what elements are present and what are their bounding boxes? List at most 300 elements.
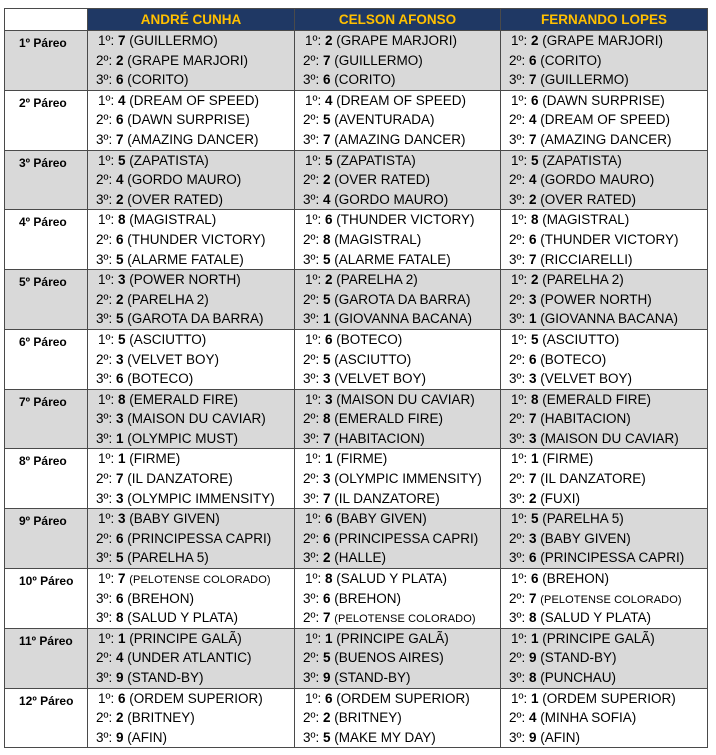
tip-position: 1º: [98, 33, 115, 48]
tip-line [501, 728, 707, 748]
tip-position: 3º: [96, 550, 113, 566]
tip-horse-number: 6 [530, 92, 539, 108]
tip-position: 3º: [303, 371, 320, 387]
tip-position: 3º: [96, 430, 113, 446]
tip-position: 2º: [509, 172, 526, 188]
tip-cell [501, 90, 708, 150]
tip-horse-name: (PELOTENSE COLORADO) [540, 593, 682, 606]
tip-horse-name: (ASCIUTTO) [129, 331, 207, 347]
tip-line [295, 151, 500, 171]
tip-line [295, 409, 500, 429]
tip-horse-name: (DREAM OF SPEED) [336, 92, 467, 108]
tip-horse-number: 6 [115, 590, 124, 606]
tip-horse-number: 7 [528, 72, 537, 88]
tip-horse-name: (PRINCIPESSA CAPRI) [540, 550, 685, 566]
tip-horse-number: 3 [117, 511, 126, 527]
tip-horse-name: (GUILLERMO) [334, 52, 423, 68]
tip-horse-number: 8 [530, 391, 539, 407]
tip-cell [295, 569, 501, 629]
tip-line [88, 110, 294, 130]
tip-line [295, 529, 500, 549]
tip-horse-name: (ZAPATISTA) [129, 152, 209, 168]
tip-line [295, 70, 500, 90]
tip-horse-name: (ASCIUTTO) [334, 351, 412, 367]
tip-horse-number: 2 [115, 52, 124, 68]
tip-position: 1º: [511, 391, 528, 407]
header-row [5, 9, 708, 31]
tip-horse-number: 6 [324, 212, 333, 228]
tip-horse-number: 5 [322, 291, 331, 307]
tip-line [88, 569, 294, 589]
race-label: 4º Páreo [5, 210, 88, 270]
tip-horse-name: (STAND-BY) [334, 670, 411, 685]
tip-cell [88, 569, 295, 629]
tip-horse-name: (AMAZING DANCER) [334, 131, 466, 147]
tip-line [88, 51, 294, 71]
tip-position: 1º: [305, 33, 322, 48]
tip-position: 1º: [305, 272, 322, 288]
tip-position: 3º: [96, 191, 113, 207]
tip-position: 3º: [96, 729, 113, 745]
tip-line [88, 608, 294, 628]
tip-horse-number: 4 [322, 191, 331, 207]
tip-line [88, 548, 294, 568]
tip-position: 2º: [303, 610, 320, 626]
tip-cell [88, 329, 295, 389]
tip-cell [295, 449, 501, 509]
tip-horse-number: 3 [115, 490, 124, 506]
tip-horse-name: (OVER RATED) [127, 191, 224, 207]
tip-horse-name: (OVER RATED) [334, 172, 431, 188]
tip-position: 2º: [303, 112, 320, 128]
tip-line [501, 270, 707, 290]
tip-horse-name: (AMAZING DANCER) [127, 131, 259, 147]
tip-horse-name: (RICCIARELLI) [540, 251, 633, 267]
tip-horse-number: 7 [115, 131, 124, 147]
tip-horse-number: 8 [115, 610, 124, 626]
tip-position: 3º: [509, 191, 526, 207]
tip-horse-name: (MAISON DU CAVIAR) [336, 391, 475, 407]
tip-position: 2º: [303, 530, 320, 546]
tip-horse-number: 2 [322, 710, 331, 726]
tip-cell [501, 31, 708, 91]
tip-cell [88, 389, 295, 449]
tip-horse-number: 1 [530, 690, 539, 706]
tip-horse-name: (BABY GIVEN) [336, 511, 427, 527]
tip-position: 1º: [511, 152, 528, 168]
tip-cell [295, 210, 501, 270]
tip-horse-number: 2 [530, 33, 539, 48]
race-label: 1º Páreo [5, 31, 88, 91]
tip-line [295, 290, 500, 310]
tip-horse-name: (POWER NORTH) [540, 291, 652, 307]
tip-horse-name: (GAROTA DA BARRA) [127, 311, 264, 327]
tip-horse-name: (PUNCHAU) [540, 670, 616, 685]
tip-position: 2º: [509, 52, 526, 68]
tip-position: 1º: [305, 511, 322, 527]
tip-horse-name: (POWER NORTH) [129, 272, 241, 288]
race-label: 12º Páreo [5, 688, 88, 748]
tip-horse-name: (BOTECO) [336, 331, 403, 347]
tip-position: 3º: [303, 490, 320, 506]
tip-position: 1º: [98, 511, 115, 527]
tip-horse-number: 5 [115, 251, 124, 267]
tip-position: 3º: [96, 411, 113, 427]
tip-horse-number: 2 [115, 291, 124, 307]
tip-horse-number: 1 [322, 311, 331, 327]
tip-position: 2º: [303, 172, 320, 188]
tip-position: 3º: [509, 251, 526, 267]
tip-cell [501, 628, 708, 688]
tip-horse-name: (HABITACION) [334, 430, 425, 446]
tip-line [295, 230, 500, 250]
tip-horse-number: 3 [115, 351, 124, 367]
tip-position: 2º: [96, 710, 113, 726]
tip-position: 3º: [303, 131, 320, 147]
tip-line [88, 689, 294, 709]
tip-horse-number: 8 [117, 212, 126, 228]
tip-position: 1º: [511, 33, 528, 48]
tip-line [88, 250, 294, 270]
tip-horse-name: (BABY GIVEN) [540, 530, 631, 546]
race-row [5, 389, 708, 449]
tip-horse-number: 6 [528, 231, 537, 247]
tip-horse-number: 7 [117, 33, 126, 48]
tip-position: 1º: [98, 212, 115, 228]
tip-line [88, 708, 294, 728]
tip-horse-number: 2 [528, 191, 537, 207]
tip-horse-name: (BRITNEY) [334, 710, 402, 726]
tip-horse-number: 6 [115, 72, 124, 88]
tip-line [88, 668, 294, 688]
tip-horse-name: (PARELHA 2) [542, 272, 624, 288]
tip-position: 3º: [303, 430, 320, 446]
tip-horse-number: 1 [324, 451, 333, 467]
tip-line [501, 529, 707, 549]
tip-horse-number: 6 [115, 112, 124, 128]
tip-line [501, 548, 707, 568]
tip-horse-name: (GORDO MAURO) [334, 191, 449, 207]
tip-horse-number: 6 [322, 530, 331, 546]
tip-horse-name: (VELVET BOY) [334, 371, 427, 387]
tip-horse-name: (ASCIUTTO) [542, 331, 620, 347]
tip-line [295, 330, 500, 350]
tip-horse-name: (SALUD Y PLATA) [540, 610, 652, 626]
tip-horse-number: 4 [117, 92, 126, 108]
tip-horse-number: 6 [115, 371, 124, 387]
tip-horse-name: (HALLE) [334, 550, 387, 566]
tip-horse-number: 6 [117, 690, 126, 706]
tip-line [501, 330, 707, 350]
tip-horse-name: (PELOTENSE COLORADO) [129, 574, 271, 587]
tip-horse-number: 3 [322, 371, 331, 387]
tip-horse-number: 3 [528, 430, 537, 446]
tip-horse-number: 3 [115, 411, 124, 427]
tip-line [295, 429, 500, 449]
tip-position: 2º: [509, 650, 526, 666]
race-label: 5º Páreo [5, 270, 88, 330]
tip-position: 1º: [511, 272, 528, 288]
tip-cell [501, 688, 708, 748]
tip-line [295, 350, 500, 370]
tip-horse-name: (OLYMPIC IMMENSITY) [127, 490, 275, 506]
tip-horse-number: 3 [528, 371, 537, 387]
tip-horse-number: 4 [528, 710, 537, 726]
tip-horse-name: (ZAPATISTA) [542, 152, 622, 168]
tip-horse-number: 9 [528, 650, 537, 666]
tip-horse-name: (MAKE MY DAY) [334, 729, 436, 745]
tip-cell [88, 509, 295, 569]
tip-position: 1º: [305, 571, 322, 587]
tip-horse-name: (THUNDER VICTORY) [540, 231, 679, 247]
tip-horse-number: 8 [528, 670, 537, 685]
tip-horse-name: (BREHON) [334, 590, 401, 606]
tip-horse-number: 1 [530, 630, 539, 646]
tip-position: 1º: [98, 331, 115, 347]
tip-horse-number: 6 [115, 231, 124, 247]
tip-horse-number: 7 [528, 471, 537, 487]
tip-line [295, 728, 500, 748]
tip-horse-number: 6 [322, 590, 331, 606]
tip-horse-number: 4 [528, 112, 537, 128]
tip-horse-name: (GORDO MAURO) [540, 172, 655, 188]
tip-horse-name: (BUENOS AIRES) [334, 650, 444, 666]
tip-horse-number: 8 [528, 610, 537, 626]
tip-cell [88, 270, 295, 330]
tip-line [295, 489, 500, 509]
tip-position: 3º: [96, 131, 113, 147]
tip-horse-number: 2 [324, 33, 333, 48]
tip-horse-number: 5 [322, 729, 331, 745]
tip-line [88, 309, 294, 329]
tip-position: 1º: [305, 152, 322, 168]
tip-horse-number: 5 [115, 311, 124, 327]
tip-horse-number: 7 [528, 590, 537, 606]
header-corner [5, 9, 88, 31]
tip-line [88, 529, 294, 549]
tip-horse-name: (GIOVANNA BACANA) [540, 311, 679, 327]
tips-table [4, 8, 708, 748]
tip-horse-number: 2 [528, 490, 537, 506]
tip-line [88, 469, 294, 489]
tip-line [501, 509, 707, 529]
tip-horse-number: 7 [528, 251, 537, 267]
tip-horse-name: (ORDEM SUPERIOR) [542, 690, 676, 706]
tip-horse-number: 5 [117, 331, 126, 347]
tip-line [88, 350, 294, 370]
tip-horse-name: (ZAPATISTA) [336, 152, 416, 168]
tip-line [501, 689, 707, 709]
tip-line [501, 309, 707, 329]
tip-position: 1º: [98, 152, 115, 168]
tip-horse-number: 1 [117, 451, 126, 467]
tip-horse-number: 5 [530, 511, 539, 527]
tip-line [88, 230, 294, 250]
tip-horse-name: (IL DANZATORE) [540, 471, 646, 487]
tip-cell [501, 270, 708, 330]
tip-line [295, 589, 500, 609]
tip-position: 3º: [509, 131, 526, 147]
tip-horse-number: 6 [115, 530, 124, 546]
tip-horse-name: (GUILLERMO) [540, 72, 629, 88]
tip-position: 1º: [98, 451, 115, 467]
tip-horse-name: (CORITO) [127, 72, 189, 88]
tip-horse-number: 4 [115, 172, 124, 188]
tip-cell [501, 210, 708, 270]
tip-horse-name: (GORDO MAURO) [127, 172, 242, 188]
tip-horse-name: (ORDEM SUPERIOR) [336, 690, 470, 706]
tip-position: 2º: [509, 590, 526, 606]
tip-position: 1º: [511, 571, 528, 587]
tip-line [295, 648, 500, 668]
tip-line [88, 648, 294, 668]
tip-cell [88, 31, 295, 91]
tip-position: 3º: [509, 670, 526, 685]
tip-horse-number: 8 [324, 571, 333, 587]
tip-horse-name: (ORDEM SUPERIOR) [129, 690, 263, 706]
tip-horse-number: 1 [117, 630, 126, 646]
tip-line [295, 369, 500, 389]
tip-position: 1º: [511, 690, 528, 706]
tip-position: 1º: [511, 331, 528, 347]
race-label: 7º Páreo [5, 389, 88, 449]
tip-horse-number: 5 [530, 331, 539, 347]
tip-position: 3º: [96, 72, 113, 88]
tip-line [501, 569, 707, 589]
tip-line [295, 110, 500, 130]
tip-position: 3º: [303, 729, 320, 745]
tip-position: 3º: [509, 490, 526, 506]
tip-horse-name: (SALUD Y PLATA) [336, 571, 448, 587]
tip-line [88, 31, 294, 51]
tip-horse-name: (GRAPE MARJORI) [542, 33, 664, 48]
tip-horse-number: 5 [117, 152, 126, 168]
tip-position: 3º: [96, 371, 113, 387]
tip-cell [295, 31, 501, 91]
tip-horse-number: 7 [322, 610, 331, 626]
tip-line [501, 290, 707, 310]
tip-position: 2º: [96, 112, 113, 128]
tip-horse-name: (PRINCIPE GALÃ) [129, 630, 242, 646]
tip-position: 2º: [303, 471, 320, 487]
tip-horse-number: 6 [324, 511, 333, 527]
tip-horse-name: (GRAPE MARJORI) [336, 33, 458, 48]
tip-position: 3º: [509, 610, 526, 626]
tip-horse-number: 7 [322, 52, 331, 68]
tip-horse-name: (STAND-BY) [540, 650, 617, 666]
tip-horse-name: (GUILLERMO) [129, 33, 218, 48]
race-label: 6º Páreo [5, 329, 88, 389]
tip-cell [501, 329, 708, 389]
tip-position: 3º: [96, 590, 113, 606]
tip-horse-name: (BREHON) [127, 590, 194, 606]
tip-horse-name: (MAISON DU CAVIAR) [127, 411, 266, 427]
tip-line [501, 151, 707, 171]
tip-position: 2º: [96, 471, 113, 487]
tip-line [88, 290, 294, 310]
tip-horse-number: 7 [528, 131, 537, 147]
race-label: 2º Páreo [5, 90, 88, 150]
tip-line [295, 309, 500, 329]
tip-horse-number: 7 [528, 411, 537, 427]
tip-horse-number: 2 [115, 191, 124, 207]
tip-line [295, 170, 500, 190]
race-row [5, 90, 708, 150]
tip-horse-number: 8 [117, 391, 126, 407]
tip-cell [501, 150, 708, 210]
tip-position: 1º: [98, 630, 115, 646]
tip-line [501, 110, 707, 130]
tip-horse-name: (OLYMPIC IMMENSITY) [334, 471, 482, 487]
tip-line [501, 170, 707, 190]
tip-position: 3º: [96, 670, 113, 685]
tip-line [501, 409, 707, 429]
tip-horse-number: 7 [322, 131, 331, 147]
tip-line [501, 230, 707, 250]
race-row [5, 628, 708, 688]
tip-horse-number: 6 [530, 571, 539, 587]
tip-line [295, 708, 500, 728]
tip-position: 2º: [509, 351, 526, 367]
column-header: ANDRÉ CUNHA [88, 9, 295, 31]
tip-cell [88, 449, 295, 509]
tip-position: 3º: [509, 311, 526, 327]
race-label: 9º Páreo [5, 509, 88, 569]
tip-horse-name: (DAWN SURPRISE) [127, 112, 250, 128]
tip-position: 2º: [96, 172, 113, 188]
tip-line [295, 31, 500, 51]
tip-line [501, 51, 707, 71]
tip-line [295, 210, 500, 230]
tip-line [88, 210, 294, 230]
tip-horse-name: (CORITO) [540, 52, 602, 68]
tip-horse-name: (PELOTENSE COLORADO) [334, 613, 476, 626]
tip-horse-name: (DREAM OF SPEED) [540, 112, 671, 128]
tip-line [501, 130, 707, 150]
tip-horse-name: (STAND-BY) [127, 670, 204, 685]
tip-position: 2º: [303, 650, 320, 666]
tip-position: 3º: [303, 670, 320, 685]
tip-position: 1º: [305, 212, 322, 228]
tip-position: 1º: [511, 630, 528, 646]
tip-horse-number: 2 [322, 172, 331, 188]
tip-horse-name: (PRINCIPESSA CAPRI) [334, 530, 479, 546]
tip-position: 2º: [96, 291, 113, 307]
tip-position: 3º: [303, 550, 320, 566]
tip-line [88, 449, 294, 469]
tip-cell [295, 688, 501, 748]
tip-horse-name: (FIRME) [129, 451, 181, 467]
race-label: 11º Páreo [5, 628, 88, 688]
tip-line [501, 469, 707, 489]
tip-horse-number: 1 [528, 311, 537, 327]
column-header: CELSON AFONSO [295, 9, 501, 31]
tip-horse-number: 6 [528, 351, 537, 367]
tip-line [88, 489, 294, 509]
tip-horse-name: (MAGISTRAL) [334, 231, 422, 247]
tip-line [501, 250, 707, 270]
tip-position: 2º: [303, 231, 320, 247]
tip-horse-number: 4 [528, 172, 537, 188]
tip-horse-name: (PRINCIPESSA CAPRI) [127, 530, 272, 546]
tip-horse-number: 6 [528, 52, 537, 68]
tip-line [501, 489, 707, 509]
tip-position: 3º: [509, 729, 526, 745]
tip-line [295, 608, 500, 628]
tip-horse-number: 2 [115, 710, 124, 726]
tip-line [88, 270, 294, 290]
race-row [5, 31, 708, 91]
